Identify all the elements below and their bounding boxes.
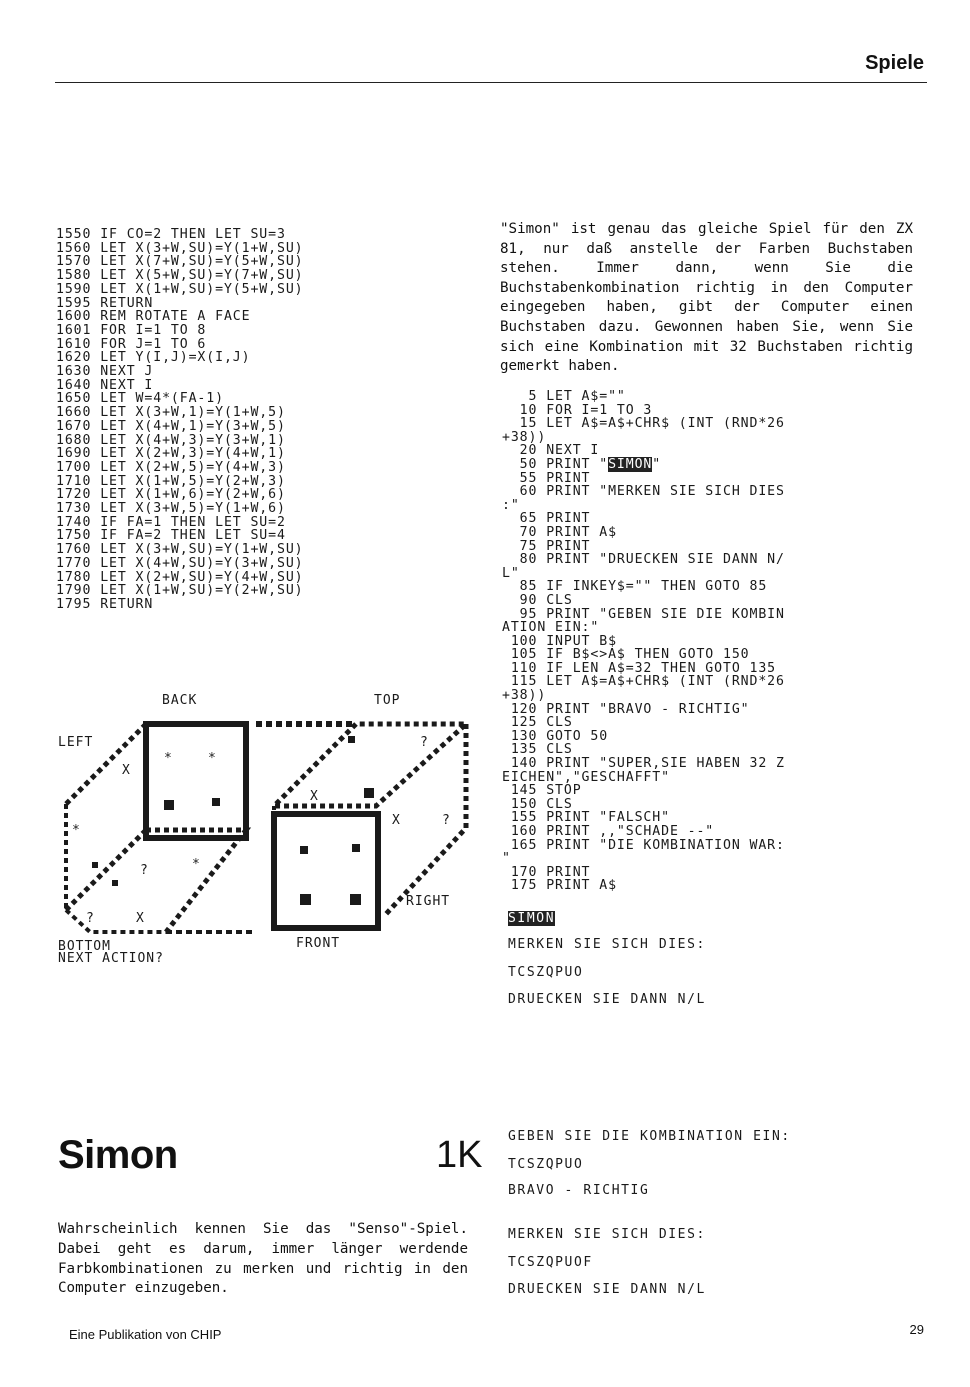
svg-text:*: * [72,823,81,838]
code-line: 1580 LET X(5+W,SU)=Y(7+W,SU) [56,268,304,284]
screen-output-line: MERKEN SIE SICH DIES: [508,1227,706,1242]
diagram-label-front: FRONT [296,936,341,951]
code-line: " [502,851,511,867]
code-line: 80 PRINT "DRUECKEN SIE DANN N/ [502,552,785,568]
svg-text:?: ? [86,911,95,926]
diagram-label-left: LEFT [58,735,94,750]
inverse-text: SIMON [608,456,653,472]
code-line: 135 CLS [502,742,573,758]
code-line: 1710 LET X(1+W,5)=Y(2+W,3) [56,473,286,489]
code-line: 125 CLS [502,715,573,731]
code-line: 100 INPUT B$ [502,633,617,649]
svg-text:X: X [310,789,319,804]
left-cube [66,724,256,932]
code-line: 145 STOP [502,783,582,799]
screen-output-line: DRUECKEN SIE DANN N/L [508,1282,706,1297]
code-line: 1720 LET X(1+W,6)=Y(2+W,6) [56,487,286,503]
code-line: 1595 RETURN [56,295,154,311]
screen-output-line: DRUECKEN SIE DANN N/L [508,992,706,1007]
code-line: 165 PRINT "DIE KOMBINATION WAR: [502,837,785,853]
code-line: 105 IF B$<>A$ THEN GOTO 150 [502,647,750,663]
code-line: EICHEN","GESCHAFFT" [502,769,670,785]
code-line: 1550 IF CO=2 THEN LET SU=3 [56,227,286,242]
code-line: 5 LET A$="" [502,389,626,404]
code-line: 15 LET A$=A$+CHR$ (INT (RND*26 [502,416,785,432]
screen-output-line: TCSZQPUO [508,965,584,980]
screen-output-line: TCSZQPUOF [508,1255,593,1270]
code-line: :" [502,497,520,513]
code-line: 1610 FOR J=1 TO 6 [56,336,207,352]
svg-text:?: ? [420,735,429,750]
code-line: 160 PRINT ,,"SCHADE --" [502,824,715,839]
code-line: 1770 LET X(4+W,SU)=Y(3+W,SU) [56,555,304,571]
code-line: 115 LET A$=A$+CHR$ (INT (RND*26 [502,674,785,690]
svg-text:*: * [192,857,201,872]
code-line: 170 PRINT [502,864,591,880]
code-line: 1600 REM ROTATE A FACE [56,309,251,325]
code-line: 1790 LET X(1+W,SU)=Y(2+W,SU) [56,583,304,599]
svg-text:*: * [208,751,217,766]
listing-right [502,390,785,893]
cube-diagram [56,688,476,968]
code-line: +38)) [502,688,547,704]
code-line: 1740 IF FA=1 THEN LET SU=2 [56,514,286,530]
svg-text:X: X [136,911,145,926]
code-line: ATION EIN:" [502,620,600,636]
code-line: 1700 LET X(2+W,5)=Y(4+W,3) [56,459,286,475]
code-line: " [652,456,662,472]
code-line: 1780 LET X(2+W,SU)=Y(4+W,SU) [56,569,304,585]
code-line: 130 GOTO 50 [502,728,609,744]
screen-output-line: BRAVO - RICHTIG [508,1183,650,1198]
code-line: 1670 LET X(4+W,1)=Y(3+W,5) [56,418,286,434]
svg-text:?: ? [442,813,451,828]
code-line: 1660 LET X(3+W,1)=Y(1+W,5) [56,405,286,421]
code-line: 85 IF INKEY$="" THEN GOTO 85 [502,579,768,595]
code-line: 1650 LET W=4*(FA-1) [56,391,224,407]
code-line: 1620 LET Y(I,J)=X(I,J) [56,350,251,366]
game-description: Wahrscheinlich kennen Sie das "Senso"-Spiel. Dabei geht es darum, immer länger werdende Farbkombinationen zu merken und richtig in den Computer einzugeben. [58,1221,468,1297]
page-number: 29 [909,1322,924,1337]
code-line: 1570 LET X(7+W,SU)=Y(5+W,SU) [56,254,304,270]
diagram-label-bottom: BOTTOM [58,939,111,954]
code-line: 1590 LET X(1+W,SU)=Y(5+W,SU) [56,281,304,297]
code-line: L" [502,565,520,581]
screen-output-line: MERKEN SIE SICH DIES: [508,937,706,952]
code-line: 95 PRINT "GEBEN SIE DIE KOMBIN [502,606,785,622]
code-line: 120 PRINT "BRAVO - RICHTIG" [502,701,750,717]
memory-requirement: 1K [436,1134,483,1176]
code-line: 1560 LET X(3+W,SU)=Y(1+W,SU) [56,240,304,256]
screen-output-title: SIMON [508,911,556,926]
game-title: Simon [58,1133,178,1177]
svg-text:?: ? [140,863,149,878]
listing-left [56,228,304,612]
header-rule [55,82,927,83]
code-line: 70 PRINT A$ [502,524,617,540]
code-line: 75 PRINT [502,538,591,554]
code-line: 1690 LET X(2+W,3)=Y(4+W,1) [56,446,286,462]
code-line: 140 PRINT "SUPER,SIE HABEN 32 Z [502,756,785,772]
code-line: 1795 RETURN [56,596,154,612]
diagram-prompt: NEXT ACTION? [58,951,164,966]
code-line: 1630 NEXT J [56,364,154,380]
code-line: +38)) [502,429,547,445]
code-line: 60 PRINT "MERKEN SIE SICH DIES [502,484,785,500]
code-line: 1750 IF FA=2 THEN LET SU=4 [56,528,286,544]
code-line: 55 PRINT [502,470,591,486]
code-line: 1601 FOR I=1 TO 8 [56,322,207,338]
intro-text: "Simon" ist genau das gleiche Spiel für den ZX 81, nur daß anstelle der Farben Buchstaben stehen. Immer dann, wenn Sie die Buchstabenkombination richtig in den Computer eingegeben haben, gibt der Computer einen Buchstaben dazu. Gewonnen haben Sie, wenn Sie sich eine Kombination mit 32 Buchstaben richtig gemerkt haben. [500,221,913,375]
code-line: 155 PRINT "FALSCH" [502,810,670,826]
section-title: Spiele [865,52,924,74]
code-line: 110 IF LEN A$=32 THEN GOTO 135 [502,660,777,676]
code-line: 50 PRINT " [502,456,609,472]
screen-output-line: GEBEN SIE DIE KOMBINATION EIN: [508,1129,791,1144]
diagram-label-right: RIGHT [406,894,451,909]
screen-output-line: TCSZQPUO [508,1157,584,1172]
code-line: 1760 LET X(3+W,SU)=Y(1+W,SU) [56,542,304,558]
code-line: 175 PRINT A$ [502,878,617,894]
svg-text:X: X [122,763,131,778]
code-line: 90 CLS [502,592,573,608]
publisher-footer: Eine Publikation von CHIP [69,1327,222,1342]
code-line: 1730 LET X(3+W,5)=Y(1+W,6) [56,501,286,517]
code-line: 65 PRINT [502,511,591,527]
code-line: 1640 NEXT I [56,377,154,393]
code-line: 1680 LET X(4+W,3)=Y(3+W,1) [56,432,286,448]
svg-text:X: X [392,813,401,828]
code-line: 10 FOR I=1 TO 3 [502,402,653,418]
svg-text:*: * [164,751,173,766]
diagram-label-back: BACK [162,693,198,708]
code-line: 20 NEXT I [502,443,600,459]
code-line: 150 CLS [502,796,573,812]
diagram-label-top: TOP [374,693,401,708]
